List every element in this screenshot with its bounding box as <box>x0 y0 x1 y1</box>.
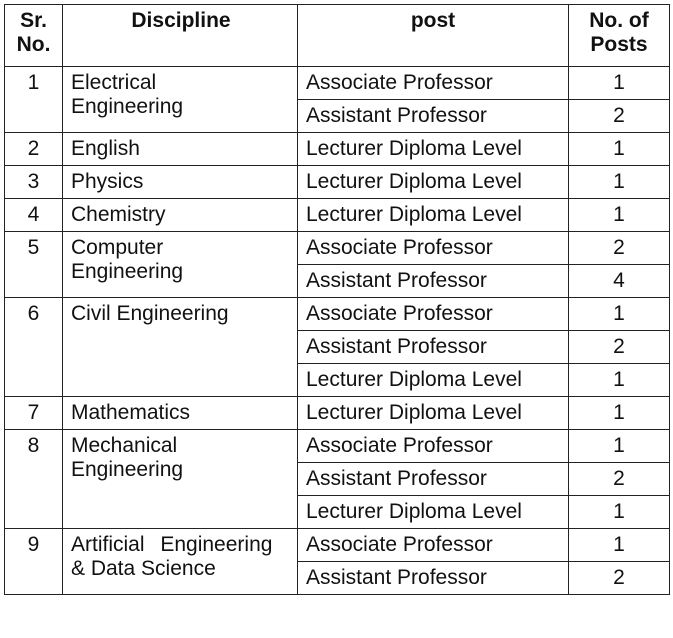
discipline-line: Engineering <box>71 458 184 481</box>
sr-no-cell: 8 <box>5 430 63 529</box>
post-cell: Associate Professor <box>298 232 569 265</box>
header-sr-line1: Sr. <box>20 9 47 32</box>
posts-count-cell: 4 <box>569 265 670 298</box>
discipline-line: Computer <box>71 236 164 259</box>
posts-count-cell: 1 <box>569 298 670 331</box>
discipline-line: & Data Science <box>71 557 216 580</box>
table-row <box>5 166 670 199</box>
discipline-cell <box>63 199 298 232</box>
posts-count-cell: 1 <box>569 397 670 430</box>
post-cell: Associate Professor <box>298 298 569 331</box>
sr-no-cell: 2 <box>5 133 63 166</box>
post-cell: Lecturer Diploma Level <box>298 364 569 397</box>
header-num-line1: No. of <box>589 9 649 32</box>
post-cell: Assistant Professor <box>298 331 569 364</box>
table-row <box>5 199 670 232</box>
sr-no-cell: 6 <box>5 298 63 397</box>
posts-count-cell: 2 <box>569 232 670 265</box>
discipline-line: English <box>71 137 140 160</box>
discipline-line: Artificial Engineering <box>71 533 273 556</box>
posts-count-cell: 2 <box>569 562 670 595</box>
header-sr-no <box>5 5 63 67</box>
table-row <box>5 67 670 100</box>
discipline-line: Civil Engineering <box>71 302 229 325</box>
posts-count-cell: 1 <box>569 364 670 397</box>
discipline-cell <box>63 67 298 133</box>
post-cell: Lecturer Diploma Level <box>298 166 569 199</box>
post-cell: Lecturer Diploma Level <box>298 199 569 232</box>
discipline-cell <box>63 232 298 298</box>
discipline-line: Electrical <box>71 71 157 94</box>
post-cell: Assistant Professor <box>298 265 569 298</box>
header-no-of-posts <box>569 5 670 67</box>
post-cell: Assistant Professor <box>298 562 569 595</box>
discipline-line: Engineering <box>71 95 184 118</box>
sr-no-cell: 4 <box>5 199 63 232</box>
posts-count-cell: 1 <box>569 430 670 463</box>
posts-count-cell: 1 <box>569 529 670 562</box>
table-row <box>5 529 670 562</box>
header-num-line2: Posts <box>590 33 648 56</box>
discipline-line: Chemistry <box>71 203 166 226</box>
discipline-cell <box>63 430 298 529</box>
table-body <box>5 67 670 595</box>
posts-count-cell: 1 <box>569 67 670 100</box>
table-row <box>5 298 670 331</box>
post-cell: Lecturer Diploma Level <box>298 496 569 529</box>
header-discipline: Discipline <box>63 5 298 67</box>
discipline-cell <box>63 133 298 166</box>
sr-no-cell: 3 <box>5 166 63 199</box>
discipline-line: Mechanical <box>71 434 178 457</box>
table-row <box>5 133 670 166</box>
sr-no-cell: 7 <box>5 397 63 430</box>
posts-table <box>4 4 670 595</box>
sr-no-cell: 9 <box>5 529 63 595</box>
post-cell: Associate Professor <box>298 67 569 100</box>
table-row <box>5 232 670 265</box>
posts-count-cell: 1 <box>569 133 670 166</box>
post-cell: Associate Professor <box>298 430 569 463</box>
header-post: post <box>298 5 569 67</box>
discipline-line: Physics <box>71 170 144 193</box>
table-row <box>5 397 670 430</box>
header-sr-line2: No. <box>16 33 51 56</box>
post-cell: Lecturer Diploma Level <box>298 397 569 430</box>
post-cell: Lecturer Diploma Level <box>298 133 569 166</box>
discipline-cell <box>63 529 298 595</box>
discipline-cell <box>63 166 298 199</box>
discipline-cell <box>63 397 298 430</box>
posts-count-cell: 2 <box>569 463 670 496</box>
discipline-cell <box>63 298 298 397</box>
header-row <box>5 5 670 67</box>
posts-count-cell: 1 <box>569 166 670 199</box>
posts-count-cell: 1 <box>569 199 670 232</box>
post-cell: Associate Professor <box>298 529 569 562</box>
table-row <box>5 430 670 463</box>
sr-no-cell: 1 <box>5 67 63 133</box>
sr-no-cell: 5 <box>5 232 63 298</box>
post-cell: Assistant Professor <box>298 100 569 133</box>
post-cell: Assistant Professor <box>298 463 569 496</box>
discipline-line: Mathematics <box>71 401 191 424</box>
discipline-line: Engineering <box>71 260 184 283</box>
posts-count-cell: 2 <box>569 100 670 133</box>
posts-count-cell: 2 <box>569 331 670 364</box>
posts-count-cell: 1 <box>569 496 670 529</box>
